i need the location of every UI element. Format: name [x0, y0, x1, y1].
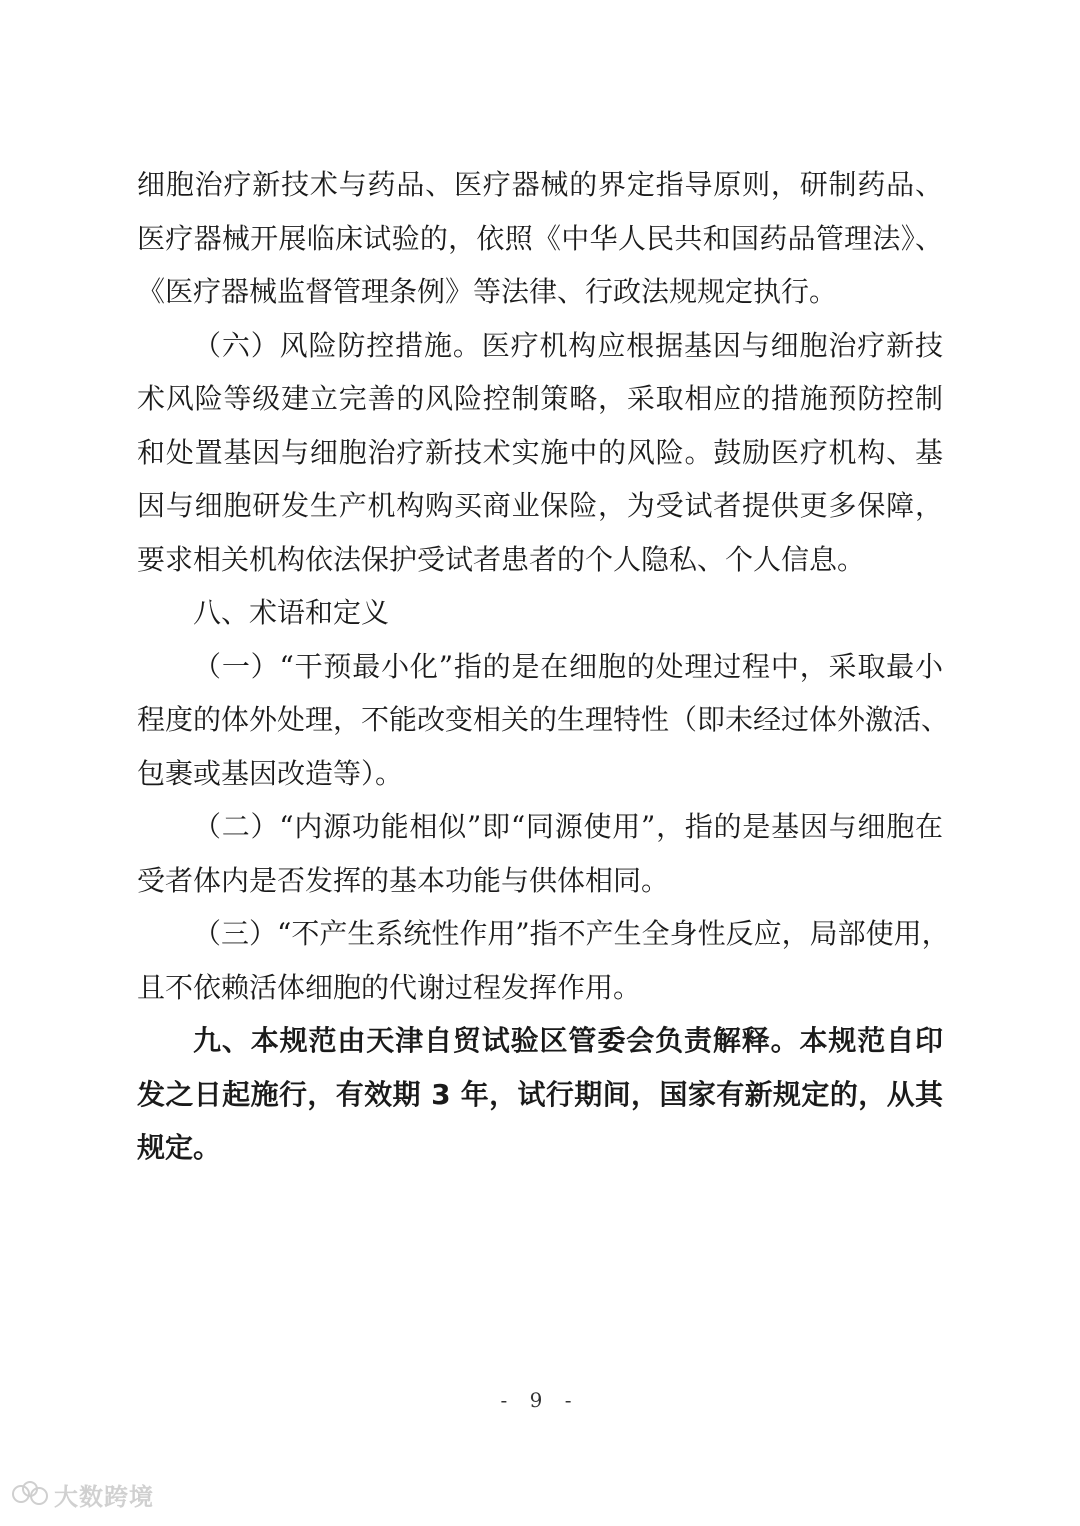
section-9-line: 九、本规范由天津自贸试验区管委会负责解释。本规范自印	[193, 1024, 943, 1057]
section-6-line: （六）风险防控措施。医疗机构应根据基因与细胞治疗新技	[193, 329, 943, 362]
definition-line: 且不依赖活体细胞的代谢过程发挥作用。	[137, 971, 642, 1004]
paragraph-line: 医疗器械开展临床试验的，依照《中华人民共和国药品管理法》、	[137, 222, 943, 255]
watermark-text: 大数跨境	[54, 1482, 154, 1511]
section-6-line: 要求相关机构依法保护受试者患者的个人隐私、个人信息。	[137, 543, 866, 576]
logo-circles-icon	[12, 1479, 48, 1509]
watermark	[12, 1476, 154, 1512]
paragraph-line: 细胞治疗新技术与药品、医疗器械的界定指导原则，研制药品、	[137, 168, 943, 201]
definition-line: 包裹或基因改造等）。	[137, 757, 404, 790]
section-6-line: 因与细胞研发生产机构购买商业保险，为受试者提供更多保障，	[137, 489, 943, 522]
section-9-line: 发之日起施行，有效期 3 年，试行期间，国家有新规定的，从其	[137, 1078, 943, 1111]
section-8-heading: 八、术语和定义	[193, 596, 390, 629]
page-number: - 9 -	[500, 1388, 580, 1412]
section-9-line: 规定。	[137, 1131, 222, 1164]
section-6-line: 术风险等级建立完善的风险控制策略，采取相应的措施预防控制	[137, 382, 943, 415]
definition-line: （二）“内源功能相似”即“同源使用”，指的是基因与细胞在	[193, 810, 943, 843]
section-6-line: 和处置基因与细胞治疗新技术实施中的风险。鼓励医疗机构、基	[137, 436, 943, 469]
definition-line: 受者体内是否发挥的基本功能与供体相同。	[137, 864, 670, 897]
paragraph-line: 《医疗器械监督管理条例》等法律、行政法规规定执行。	[137, 275, 838, 308]
definition-line: （一）“干预最小化”指的是在细胞的处理过程中，采取最小	[193, 650, 943, 683]
definition-line: 程度的体外处理，不能改变相关的生理特性（即未经过体外激活、	[137, 703, 950, 736]
definition-line: （三）“不产生系统性作用”指不产生全身性反应，局部使用，	[193, 917, 950, 950]
